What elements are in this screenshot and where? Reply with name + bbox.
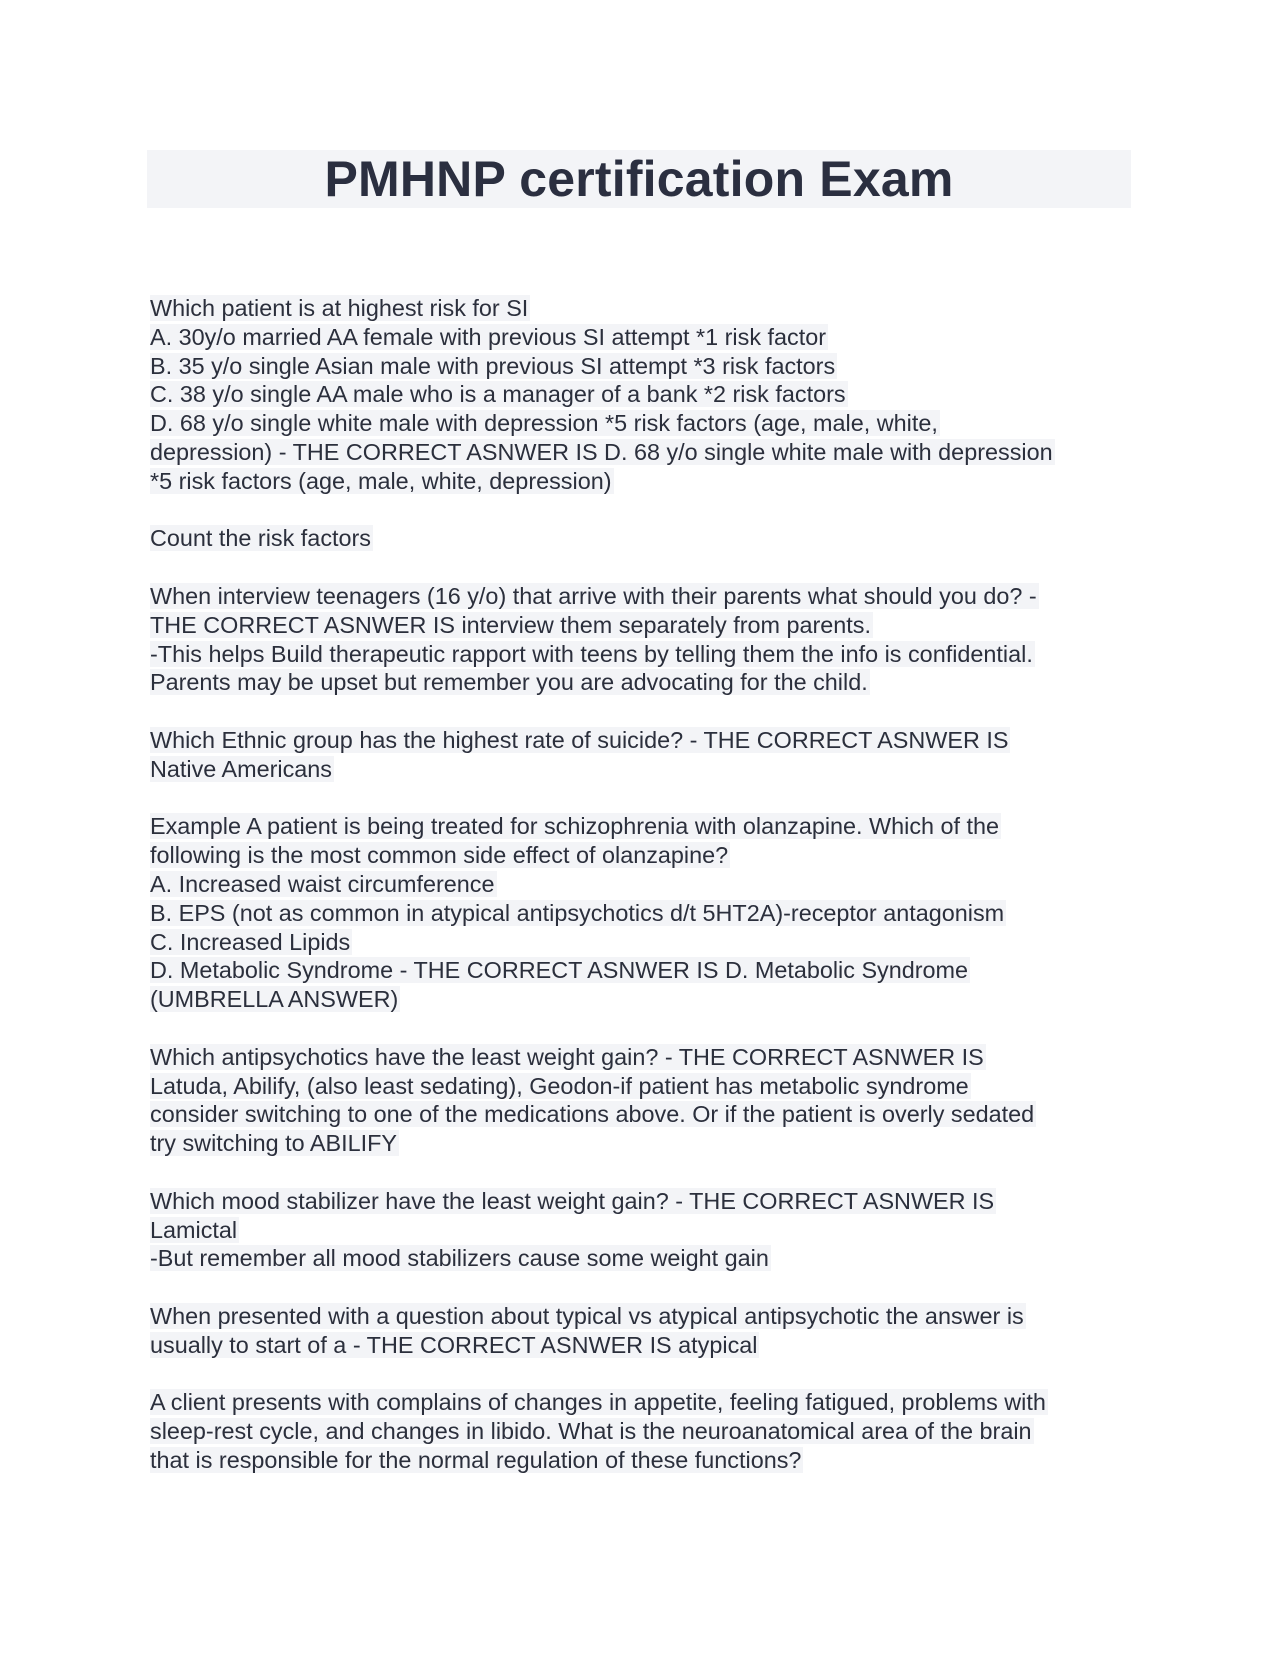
question-block xyxy=(150,524,1130,553)
question-block xyxy=(150,1187,1130,1273)
text-line xyxy=(150,467,1130,496)
question-block xyxy=(150,726,1130,784)
text-line xyxy=(150,1043,1130,1072)
text-line xyxy=(150,1072,1130,1101)
text-line-content: B. 35 y/o single Asian male with previous SI attempt *3 risk factors xyxy=(150,352,836,379)
question-block xyxy=(150,812,1130,1014)
text-line-content: (UMBRELLA ANSWER) xyxy=(150,986,399,1013)
document-title: PMHNP certification Exam xyxy=(324,151,954,207)
text-line-content: -This helps Build therapeutic rapport with teens by telling them the info is confidential. xyxy=(150,640,1033,667)
text-line-content: depression) - THE CORRECT ASNWER IS D. 68 y/o single white male with depression xyxy=(150,438,1053,465)
text-line-content: usually to start of a - THE CORRECT ASNWER IS atypical xyxy=(150,1331,758,1358)
text-line xyxy=(150,438,1130,467)
text-line xyxy=(150,582,1130,611)
question-block xyxy=(150,294,1130,496)
text-line-content: B. EPS (not as common in atypical antipsychotics d/t 5HT2A)-receptor antagonism xyxy=(150,899,1005,926)
text-line xyxy=(150,726,1130,755)
text-line xyxy=(150,1100,1130,1129)
text-line xyxy=(150,985,1130,1014)
title-banner xyxy=(147,150,1131,208)
text-line xyxy=(150,841,1130,870)
text-line-content: When presented with a question about typical vs atypical antipsychotic the answer is xyxy=(150,1302,1024,1329)
text-line-content: try switching to ABILIFY xyxy=(150,1130,397,1157)
document-body xyxy=(150,294,1130,1503)
text-line-content: Example A patient is being treated for schizophrenia with olanzapine. Which of the xyxy=(150,813,1000,840)
text-line xyxy=(150,755,1130,784)
text-line-content: When interview teenagers (16 y/o) that arrive with their parents what should you do? - xyxy=(150,582,1037,609)
text-line xyxy=(150,380,1130,409)
text-line-content: A. Increased waist circumference xyxy=(150,870,495,897)
text-line xyxy=(150,1244,1130,1273)
text-line xyxy=(150,640,1130,669)
text-line xyxy=(150,1417,1130,1446)
text-line xyxy=(150,668,1130,697)
text-line xyxy=(150,1187,1130,1216)
question-block xyxy=(150,582,1130,697)
text-line xyxy=(150,1446,1130,1475)
text-line-content: Latuda, Abilify, (also least sedating), Geodon-if patient has metabolic syndrome xyxy=(150,1072,969,1099)
text-line xyxy=(150,1216,1130,1245)
text-line xyxy=(150,1388,1130,1417)
text-line-content: C. 38 y/o single AA male who is a manager of a bank *2 risk factors xyxy=(150,381,846,408)
text-line-content: A. 30y/o married AA female with previous SI attempt *1 risk factor xyxy=(150,323,827,350)
text-line xyxy=(150,352,1130,381)
text-line-content: -But remember all mood stabilizers cause some weight gain xyxy=(150,1245,769,1272)
text-line-content: Native Americans xyxy=(150,755,332,782)
text-line-content: Lamictal xyxy=(150,1216,238,1243)
text-line-content: Which Ethnic group has the highest rate of suicide? - THE CORRECT ASNWER IS xyxy=(150,726,1009,753)
text-line xyxy=(150,611,1130,640)
text-line xyxy=(150,928,1130,957)
question-block xyxy=(150,1388,1130,1474)
text-line xyxy=(150,1129,1130,1158)
text-line-content: Which mood stabilizer have the least weight gain? - THE CORRECT ASNWER IS xyxy=(150,1187,995,1214)
text-line-content: A client presents with complains of changes in appetite, feeling fatigued, problems with xyxy=(150,1389,1046,1416)
text-line xyxy=(150,323,1130,352)
text-line-content: Which antipsychotics have the least weight gain? - THE CORRECT ASNWER IS xyxy=(150,1043,984,1070)
text-line xyxy=(150,294,1130,323)
text-line-content: consider switching to one of the medications above. Or if the patient is overly sedated xyxy=(150,1101,1035,1128)
text-line xyxy=(150,524,1130,553)
text-line-content: Parents may be upset but remember you are advocating for the child. xyxy=(150,669,868,696)
text-line-content: that is responsible for the normal regulation of these functions? xyxy=(150,1446,802,1473)
text-line-content: THE CORRECT ASNWER IS interview them separately from parents. xyxy=(150,611,871,638)
text-line-content: D. 68 y/o single white male with depression *5 risk factors (age, male, white, xyxy=(150,410,938,437)
text-line-content: Count the risk factors xyxy=(150,525,372,552)
text-line xyxy=(150,956,1130,985)
text-line xyxy=(150,1302,1130,1331)
question-block xyxy=(150,1302,1130,1360)
text-line xyxy=(150,1331,1130,1360)
text-line xyxy=(150,899,1130,928)
text-line xyxy=(150,409,1130,438)
text-line-content: C. Increased Lipids xyxy=(150,928,351,955)
text-line-content: sleep-rest cycle, and changes in libido. What is the neuroanatomical area of the brain xyxy=(150,1418,1032,1445)
text-line-content: *5 risk factors (age, male, white, depression) xyxy=(150,467,612,494)
text-line-content: following is the most common side effect of olanzapine? xyxy=(150,842,729,869)
text-line-content: D. Metabolic Syndrome - THE CORRECT ASNWER IS D. Metabolic Syndrome xyxy=(150,957,969,984)
question-block xyxy=(150,1043,1130,1158)
text-line xyxy=(150,812,1130,841)
text-line xyxy=(150,870,1130,899)
text-line-content: Which patient is at highest risk for SI xyxy=(150,295,529,321)
